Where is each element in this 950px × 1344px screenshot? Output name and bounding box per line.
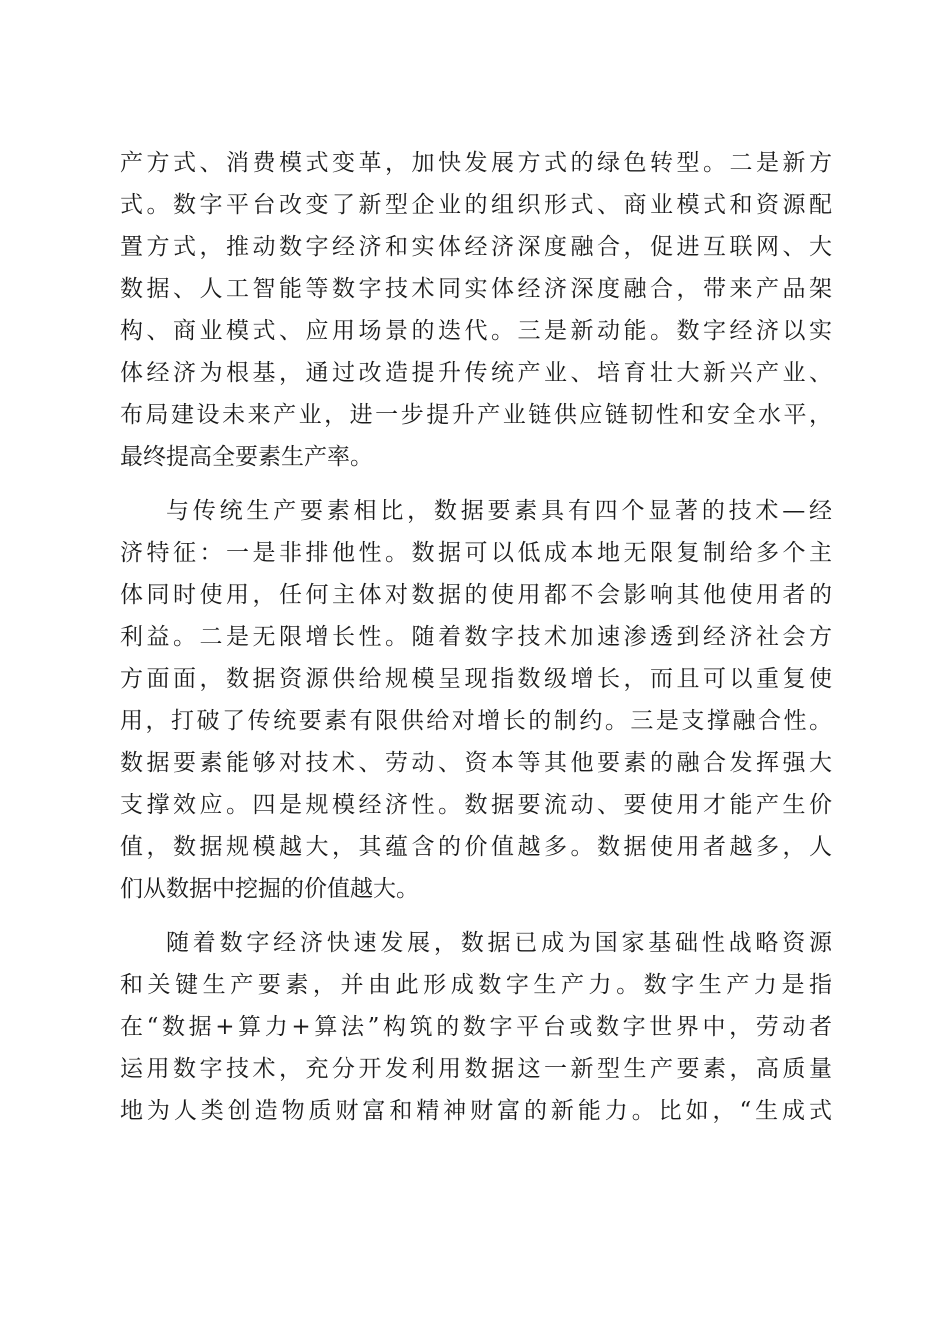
- paragraph-3: [120, 922, 832, 1132]
- text-line: 随着数字经济快速发展，数据已成为国家基础性战略资源: [166, 930, 832, 956]
- text-line: 体同时使用，任何主体对数据的使用都不会影响其他使用者的: [120, 582, 832, 608]
- text-line: 在“数据+算力+算法”构筑的数字平台或数字世界中，劳动者: [120, 1014, 832, 1040]
- text-line: 产方式、消费模式变革，加快发展方式的绿色转型。二是新方: [120, 150, 832, 176]
- text-line: 值，数据规模越大，其蕴含的价值越多。数据使用者越多，人: [120, 834, 832, 860]
- paragraph-gap: [120, 478, 832, 490]
- text-line: 最终提高全要素生产率。: [120, 444, 373, 470]
- text-line: 与传统生产要素相比，数据要素具有四个显著的技术—经: [166, 498, 832, 524]
- text-line: 构、商业模式、应用场景的迭代。三是新动能。数字经济以实: [120, 318, 832, 344]
- text-line: 布局建设未来产业，进一步提升产业链供应链韧性和安全水平，: [120, 402, 832, 428]
- text-line: 运用数字技术，充分开发利用数据这一新型生产要素，高质量: [120, 1056, 832, 1082]
- text-line: 式。数字平台改变了新型企业的组织形式、商业模式和资源配: [120, 192, 832, 218]
- paragraph-gap: [120, 910, 832, 922]
- text-line: 数据、人工智能等数字技术同实体经济深度融合，带来产品架: [120, 276, 832, 302]
- text-line: 们从数据中挖掘的价值越大。: [120, 876, 419, 902]
- paragraph-2: [120, 490, 832, 910]
- body-text: [120, 142, 832, 1132]
- text-line: 利益。二是无限增长性。随着数字技术加速渗透到经济社会方: [120, 624, 832, 650]
- paragraph-1: [120, 142, 832, 478]
- text-line: 置方式，推动数字经济和实体经济深度融合，促进互联网、大: [120, 234, 832, 260]
- text-line: 济特征：一是非排他性。数据可以低成本地无限复制给多个主: [120, 540, 832, 566]
- text-line: 数据要素能够对技术、劳动、资本等其他要素的融合发挥强大: [120, 750, 832, 776]
- text-line: 和关键生产要素，并由此形成数字生产力。数字生产力是指: [120, 972, 832, 998]
- text-line: 方面面，数据资源供给规模呈现指数级增长，而且可以重复使: [120, 666, 832, 692]
- text-line: 体经济为根基，通过改造提升传统产业、培育壮大新兴产业、: [120, 360, 832, 386]
- text-line: 支撑效应。四是规模经济性。数据要流动、要使用才能产生价: [120, 792, 832, 818]
- text-line: 用，打破了传统要素有限供给对增长的制约。三是支撑融合性。: [120, 708, 832, 734]
- text-line: 地为人类创造物质财富和精神财富的新能力。比如，“生成式: [120, 1098, 832, 1124]
